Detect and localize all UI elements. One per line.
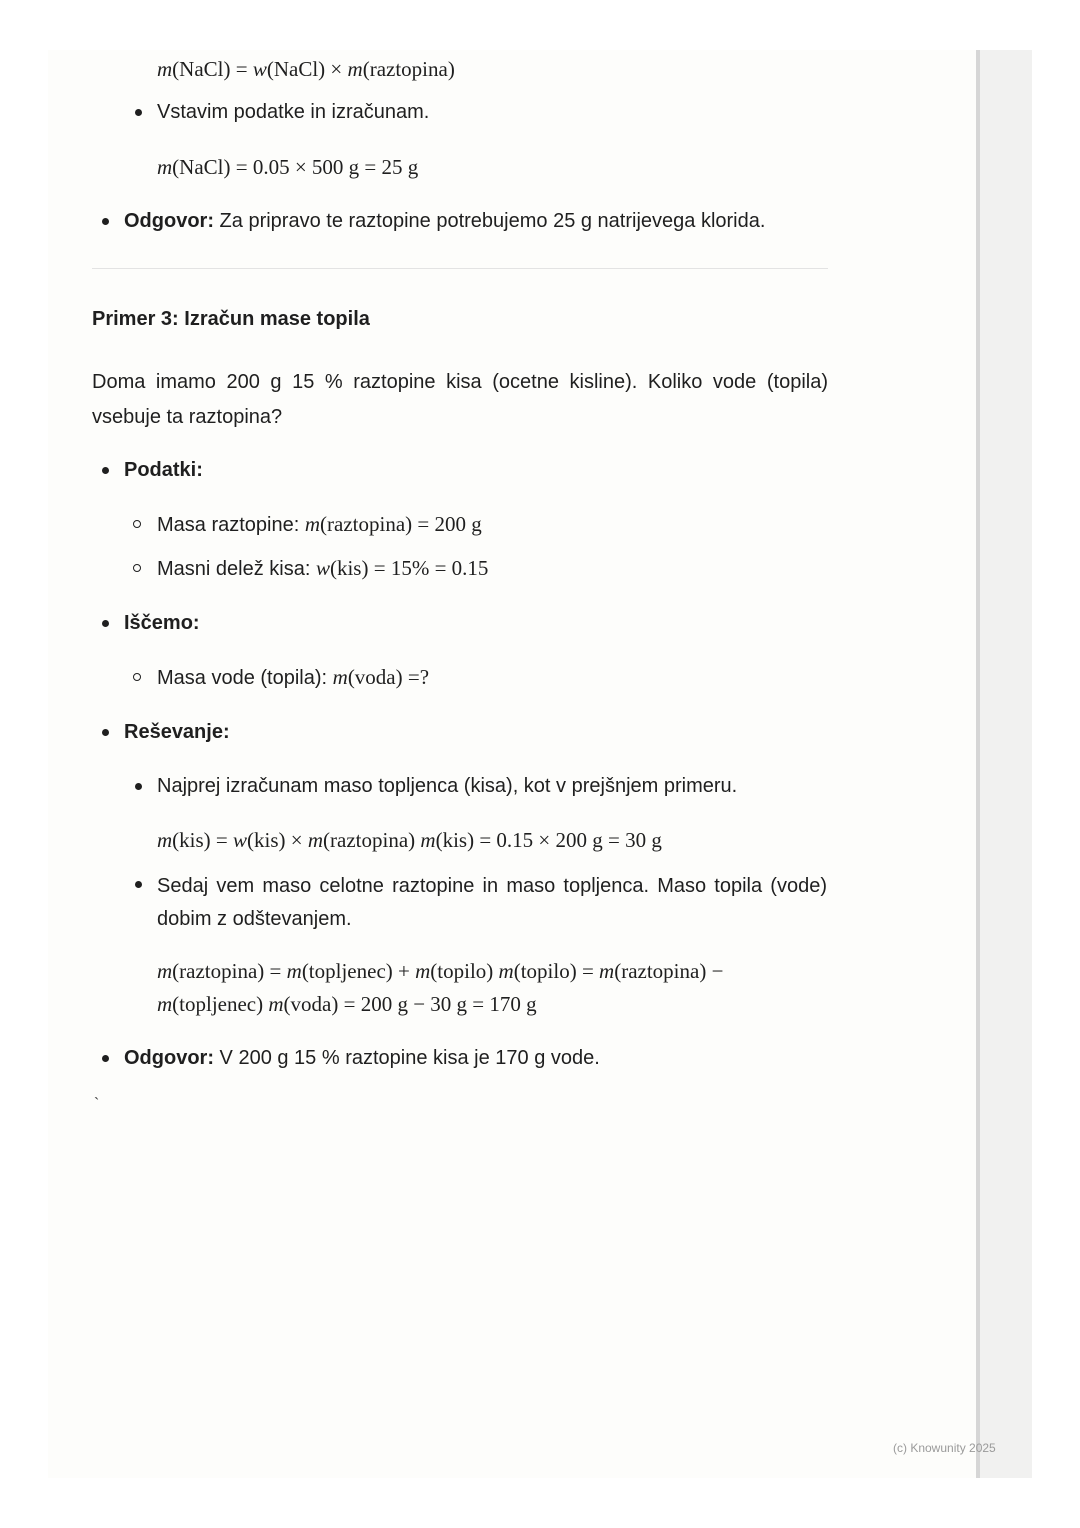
search-label: Iščemo: [124, 609, 200, 637]
list-item-insert-data [157, 98, 429, 126]
list-item-text: Vstavim podatke in izračunam. [157, 101, 430, 123]
formula-solute-mass [157, 826, 662, 854]
var-m: m [307, 828, 324, 852]
data-label: Podatki: [124, 456, 203, 484]
answer-example2 [124, 207, 765, 235]
formula-text: (kis) = 0.15 × 200 g = 30 g [435, 828, 662, 852]
var-m: m [157, 992, 173, 1016]
formula-text: (voda) =? [347, 665, 430, 689]
var-w: w [252, 57, 267, 81]
scrollbar[interactable] [976, 50, 1032, 1478]
formula-text: (raztopina) − [614, 959, 724, 983]
document-page [48, 50, 976, 1478]
formula-text: (kis) = [172, 828, 234, 852]
formula-text: (kis) = 15% = 0.15 [329, 556, 489, 580]
formula-text: (raztopina) [362, 57, 455, 81]
var-m: m [157, 57, 173, 81]
formula-solvent-mass-line1 [157, 957, 723, 985]
solution-label: Reševanje: [124, 718, 230, 746]
formula-nacl-result [157, 153, 418, 181]
formula-text: (raztopina) = [172, 959, 287, 983]
section-heading: Primer 3: Izračun mase topila [92, 308, 370, 330]
var-m: m [332, 665, 348, 689]
formula-text: (NaCl) = [172, 57, 253, 81]
formula-text: (voda) = 200 g − 30 g = 170 g [283, 992, 537, 1016]
answer-example3 [124, 1044, 600, 1072]
var-m: m [498, 959, 514, 983]
answer-text: Za pripravo te raztopine potrebujemo 25 g natrijevega klorida. [214, 210, 766, 232]
search-item-water-mass [157, 663, 429, 692]
var-w: w [315, 556, 330, 580]
formula-text: (topljenec) [172, 992, 269, 1016]
formula-solvent-mass-line2 [157, 990, 537, 1018]
var-m: m [268, 992, 284, 1016]
var-m: m [157, 155, 173, 179]
copyright-footer: (c) Knowunity 2025 [893, 1441, 996, 1455]
formula-text: (topljenec) + [301, 959, 416, 983]
data-item-mass-fraction [157, 554, 488, 583]
var-m: m [157, 828, 173, 852]
var-m: m [347, 57, 363, 81]
problem-statement: Doma imamo 200 g 15 % raztopine kisa (ocetne kisline). Koliko vode (topila) vsebuje ta raztopina? [92, 371, 828, 428]
step-solute-mass: Najprej izračunam maso topljenca (kisa), kot v prejšnjem primeru. [157, 772, 737, 800]
var-m: m [599, 959, 615, 983]
var-m: m [415, 959, 431, 983]
answer-text: V 200 g 15 % raztopine kisa je 170 g vode. [214, 1047, 600, 1069]
item-label: Masa raztopine: [157, 514, 305, 536]
var-w: w [233, 828, 248, 852]
var-m: m [304, 512, 321, 536]
data-item-solution-mass [157, 510, 482, 539]
var-m: m [286, 959, 302, 983]
formula-text: (NaCl) × [266, 57, 348, 81]
answer-label: Odgovor: [124, 1047, 214, 1069]
stray-mark: ` [94, 1096, 100, 1113]
formula-text: (raztopina) [323, 828, 421, 852]
step-subtraction: Sedaj vem maso celotne raztopine in maso topljenca. Maso topila (vode) dobim z odštevanjem. [157, 870, 827, 936]
formula-mass-nacl [157, 55, 455, 83]
item-label: Masni delež kisa: [157, 558, 316, 580]
formula-text: (topilo) = [513, 959, 600, 983]
section-divider [92, 268, 828, 269]
item-label: Masa vode (topila): [157, 667, 333, 689]
var-m: m [420, 828, 436, 852]
formula-text: (topilo) [430, 959, 499, 983]
answer-label: Odgovor: [124, 210, 214, 232]
formula-text: (NaCl) = 0.05 × 500 g = 25 g [172, 155, 419, 179]
var-m: m [157, 959, 173, 983]
formula-text: (raztopina) = 200 g [320, 512, 482, 536]
formula-text: (kis) × [247, 828, 308, 852]
